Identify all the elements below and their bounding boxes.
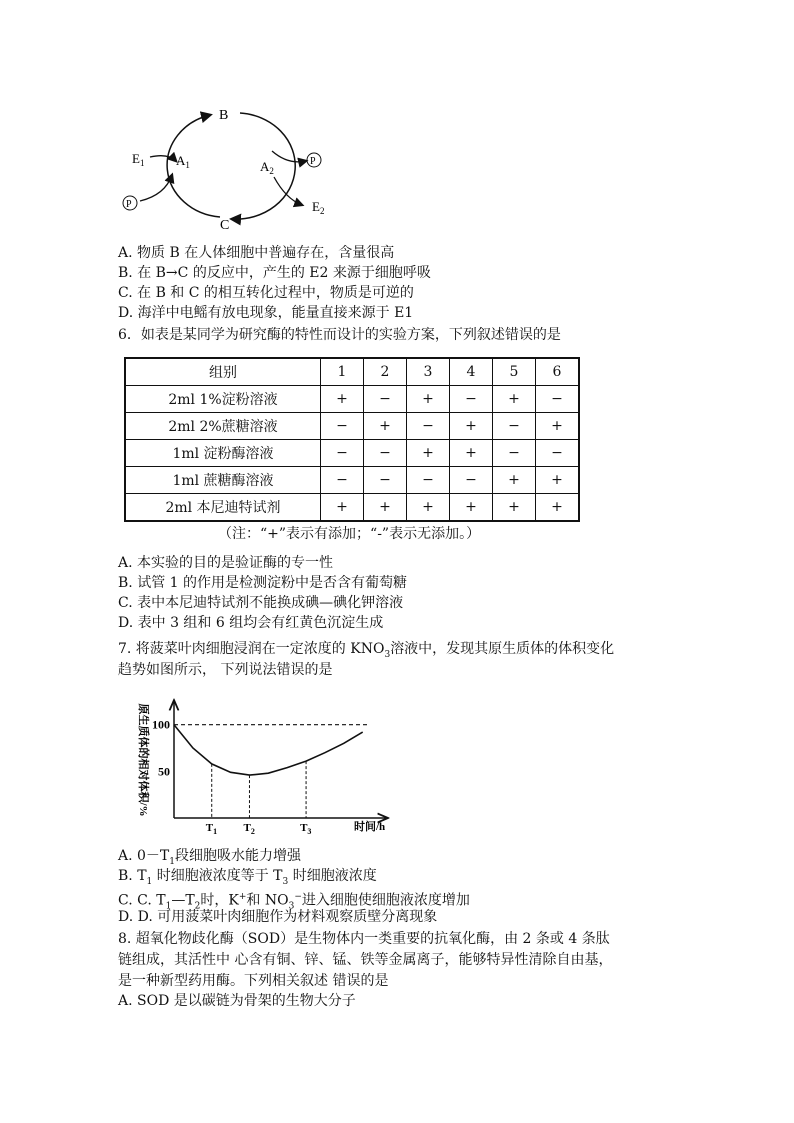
table-cell: 2ml 1%淀粉溶液: [125, 386, 321, 413]
q7-option-d: D. D. 可用菠菜叶肉细胞作为材料观察质壁分离现象: [118, 909, 438, 925]
y-tick-label: 100: [152, 717, 170, 732]
p-out-arrow: [272, 151, 306, 162]
atp-cycle-diagram: [110, 95, 450, 245]
table-cell: −: [407, 467, 450, 494]
table-cell: −: [364, 440, 407, 467]
q8-stem-line1: 8. 超氧化物歧化酶（SOD）是生物体内一类重要的抗氧化酶，由 2 条或 4 条肽: [118, 931, 610, 947]
x-tick-label: $T_1$: [205, 822, 218, 836]
q6-option-c: C. 表中本尼迪特试剂不能换成碘—碘化钾溶液: [118, 595, 404, 611]
q8-stem-line2: 链组成，其活性中 心含有铜、锌、锰、铁等金属离子，能够特异性清除自由基，: [118, 952, 613, 968]
table-cell: +: [450, 494, 493, 522]
table-header-cell: 4: [450, 358, 493, 386]
table-cell: −: [493, 413, 536, 440]
table-cell: −: [407, 413, 450, 440]
q8-option-a: A. SOD 是以碳链为骨架的生物大分子: [118, 993, 356, 1009]
table-header-cell: 5: [493, 358, 536, 386]
q8-stem-line3: 是一种新型药用酶。下列相关叙述 错误的是: [118, 973, 389, 989]
label-P-left: P: [126, 199, 132, 210]
label-B: B: [219, 108, 229, 123]
table-cell: +: [321, 386, 364, 413]
q6-stem: 6．如表是某同学为研究酶的特性而设计的实验方案，下列叙述错误的是: [118, 327, 561, 343]
q7-option-b: B. $T_1$ 时细胞液浓度等于 $T_3$ 时细胞液浓度: [118, 868, 377, 887]
table-cell: +: [493, 467, 536, 494]
label-E1: $E_1$: [132, 151, 145, 168]
table-cell: +: [536, 413, 580, 440]
label-A2: $A_2$: [260, 159, 274, 176]
table-header-cell: 3: [407, 358, 450, 386]
table-note: （注：“+”表示有添加；“-”表示无添加。）: [218, 526, 481, 542]
p-in-arrow: [140, 175, 172, 201]
table-cell: −: [536, 386, 580, 413]
table-cell: −: [450, 467, 493, 494]
table-cell: 2ml 2%蔗糖溶液: [125, 413, 321, 440]
q7-stem-line2: 趋势如图所示， 下列说法错误的是: [118, 662, 333, 678]
table-header-cell: 6: [536, 358, 580, 386]
table-cell: −: [536, 440, 580, 467]
table-cell: +: [321, 494, 364, 522]
table-cell: −: [364, 386, 407, 413]
table-cell: +: [364, 413, 407, 440]
table-row: [125, 440, 579, 467]
e1-arrow: [150, 156, 176, 161]
table-cell: +: [493, 386, 536, 413]
table-cell: 1ml 淀粉酶溶液: [125, 440, 321, 467]
x-axis-label: 时间/h: [354, 821, 386, 833]
table-cell: +: [536, 467, 580, 494]
label-E2: $E_2$: [312, 199, 325, 216]
experiment-table: [124, 357, 580, 522]
q5-option-d: D. 海洋中电鳐有放电现象，能量直接来源于 E1: [118, 305, 414, 321]
table-row: [125, 413, 579, 440]
table-cell: −: [450, 386, 493, 413]
table-cell: +: [407, 494, 450, 522]
table-cell: 1ml 蔗糖酶溶液: [125, 467, 321, 494]
table-header-cell: 2: [364, 358, 407, 386]
x-tick-label: $T_2$: [243, 822, 255, 836]
table-header-cell: 1: [321, 358, 364, 386]
table-row: [125, 467, 579, 494]
q7-stem-line1: 7. 将菠菜叶肉细胞浸润在一定浓度的 $KNO_3$溶液中，发现其原生质体的体积变化: [118, 641, 615, 660]
q6-option-d: D. 表中 3 组和 6 组均会有红黄色沉淀生成: [118, 615, 384, 631]
table-cell: +: [536, 494, 580, 522]
y-axis-label: 原生质体的相对体积/%: [137, 703, 149, 817]
table-cell: 2ml 本尼迪特试剂: [125, 494, 321, 522]
q6-option-a: A. 本实验的目的是验证酶的专一性: [118, 555, 334, 571]
y-tick-label: 50: [158, 764, 170, 779]
q6-option-b: B. 试管 1 的作用是检测淀粉中是否含有葡萄糖: [118, 575, 407, 591]
label-P-right: P: [310, 156, 316, 167]
table-header-row: [125, 358, 579, 386]
table-cell: +: [407, 386, 450, 413]
table-cell: −: [493, 440, 536, 467]
table-row: [125, 386, 579, 413]
q5-option-c: C. 在 B 和 C 的相互转化过程中，物质是可逆的: [118, 285, 414, 301]
q5-option-b: B. 在 B→C 的反应中，产生的 E2 来源于细胞呼吸: [118, 265, 431, 281]
q5-option-a: A. 物质 B 在人体细胞中普遍存在，含量很高: [118, 245, 395, 261]
q7-option-a: A. $0-T_1$段细胞吸水能力增强: [118, 848, 301, 867]
table-cell: +: [450, 440, 493, 467]
protoplast-volume-chart: [118, 690, 398, 840]
table-cell: +: [493, 494, 536, 522]
table-row: [125, 494, 579, 522]
table-cell: −: [321, 440, 364, 467]
table-cell: −: [321, 467, 364, 494]
label-C: C: [220, 218, 230, 233]
table-cell: +: [450, 413, 493, 440]
table-header-cell: 组别: [125, 358, 321, 386]
protoplast-volume-line: [174, 725, 363, 775]
table-cell: +: [407, 440, 450, 467]
table-cell: +: [364, 494, 407, 522]
table-cell: −: [321, 413, 364, 440]
label-A1: $A_1$: [176, 153, 190, 170]
x-tick-label: $T_3$: [300, 822, 312, 836]
table-cell: −: [364, 467, 407, 494]
q7-option-c: C. C. $T_1—T_2$时，K+和 $NO_3^-$进入细胞使细胞液浓度增加: [118, 892, 470, 912]
